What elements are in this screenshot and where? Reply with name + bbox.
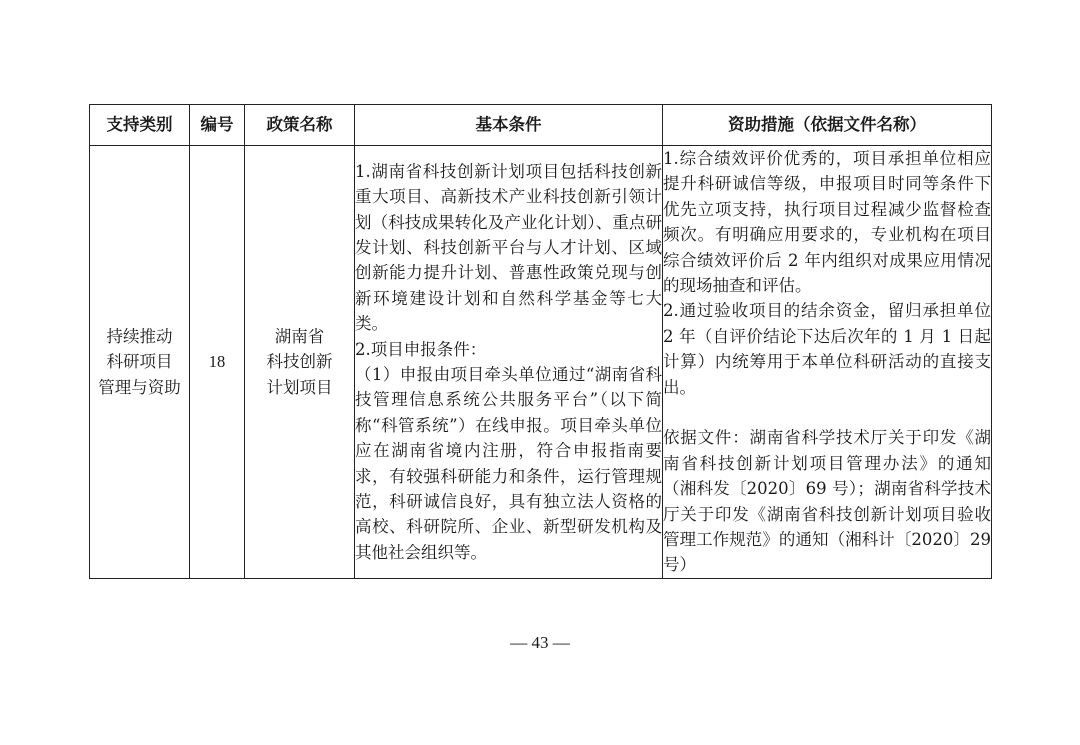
category-line: 管理与资助 (98, 377, 181, 397)
cell-policy-name (245, 146, 355, 579)
measure-paragraph: 2.通过验收项目的结余资金，留归承担单位 2 年（自评价结论下达后次年的 1 月 1 日起计算）内统筹用于本单位科研活动的直接支出。 (663, 301, 991, 397)
table-row (90, 146, 992, 579)
header-number: 编号 (190, 105, 245, 146)
category-line: 持续推动 (106, 326, 173, 346)
condition-paragraph: （1）申报由项目牵头单位通过“湖南省科技管理信息系统公共服务平台”（以下简称“科管系统”）在线申报。项目牵头单位应在湖南省境内注册，符合申报指南要求，有较强科研能力和条件，运行管理规范，科研诚信良好，具有独立法人资格的高校、科研院所、企业、新型研发机构及其他社会组织等。 (355, 364, 662, 562)
table-header-row (90, 105, 992, 146)
cell-conditions (355, 146, 663, 579)
header-category: 支持类别 (90, 105, 190, 146)
header-conditions: 基本条件 (355, 105, 663, 146)
basis-documents: 依据文件：湖南省科学技术厅关于印发《湖南省科技创新计划项目管理办法》的通知（湘科发〔2020〕69 号）；湖南省科学技术厅关于印发《湖南省科技创新计划项目验收管理工作规范》的通知（湘科计〔2020〕29 号） (663, 428, 991, 575)
condition-paragraph: 1.湖南省科技创新计划项目包括科技创新重大项目、高新技术产业科技创新引领计划（科技成果转化及产业化计划）、重点研发计划、科技创新平台与人才计划、区域创新能力提升计划、普惠性政策兑现与创新环境建设计划和自然科学基金等七大类。 (355, 161, 662, 334)
header-measures: 资助措施（依据文件名称） (663, 105, 992, 146)
blank-line (663, 400, 991, 425)
measure-paragraph: 1.综合绩效评价优秀的，项目承担单位相应提升科研诚信等级，申报项目时同等条件下优先立项支持，执行项目过程减少监督检查频次。有明确应用要求的，专业机构在项目综合绩效评价后 2 年内组织对成果应用情况的现场抽查和评估。 (663, 149, 991, 296)
policy-name-line: 计划项目 (266, 377, 333, 397)
cell-measures (663, 146, 992, 579)
cell-number: 18 (190, 146, 245, 579)
condition-paragraph: 2.项目申报条件： (355, 339, 487, 359)
page-number: — 43 — (510, 633, 570, 652)
policy-name-line: 科技创新 (266, 352, 333, 372)
header-policy-name: 政策名称 (245, 105, 355, 146)
cell-category (90, 146, 190, 579)
policy-name-line: 湖南省 (274, 326, 325, 346)
category-line: 科研项目 (106, 352, 173, 372)
policy-table (89, 104, 992, 579)
